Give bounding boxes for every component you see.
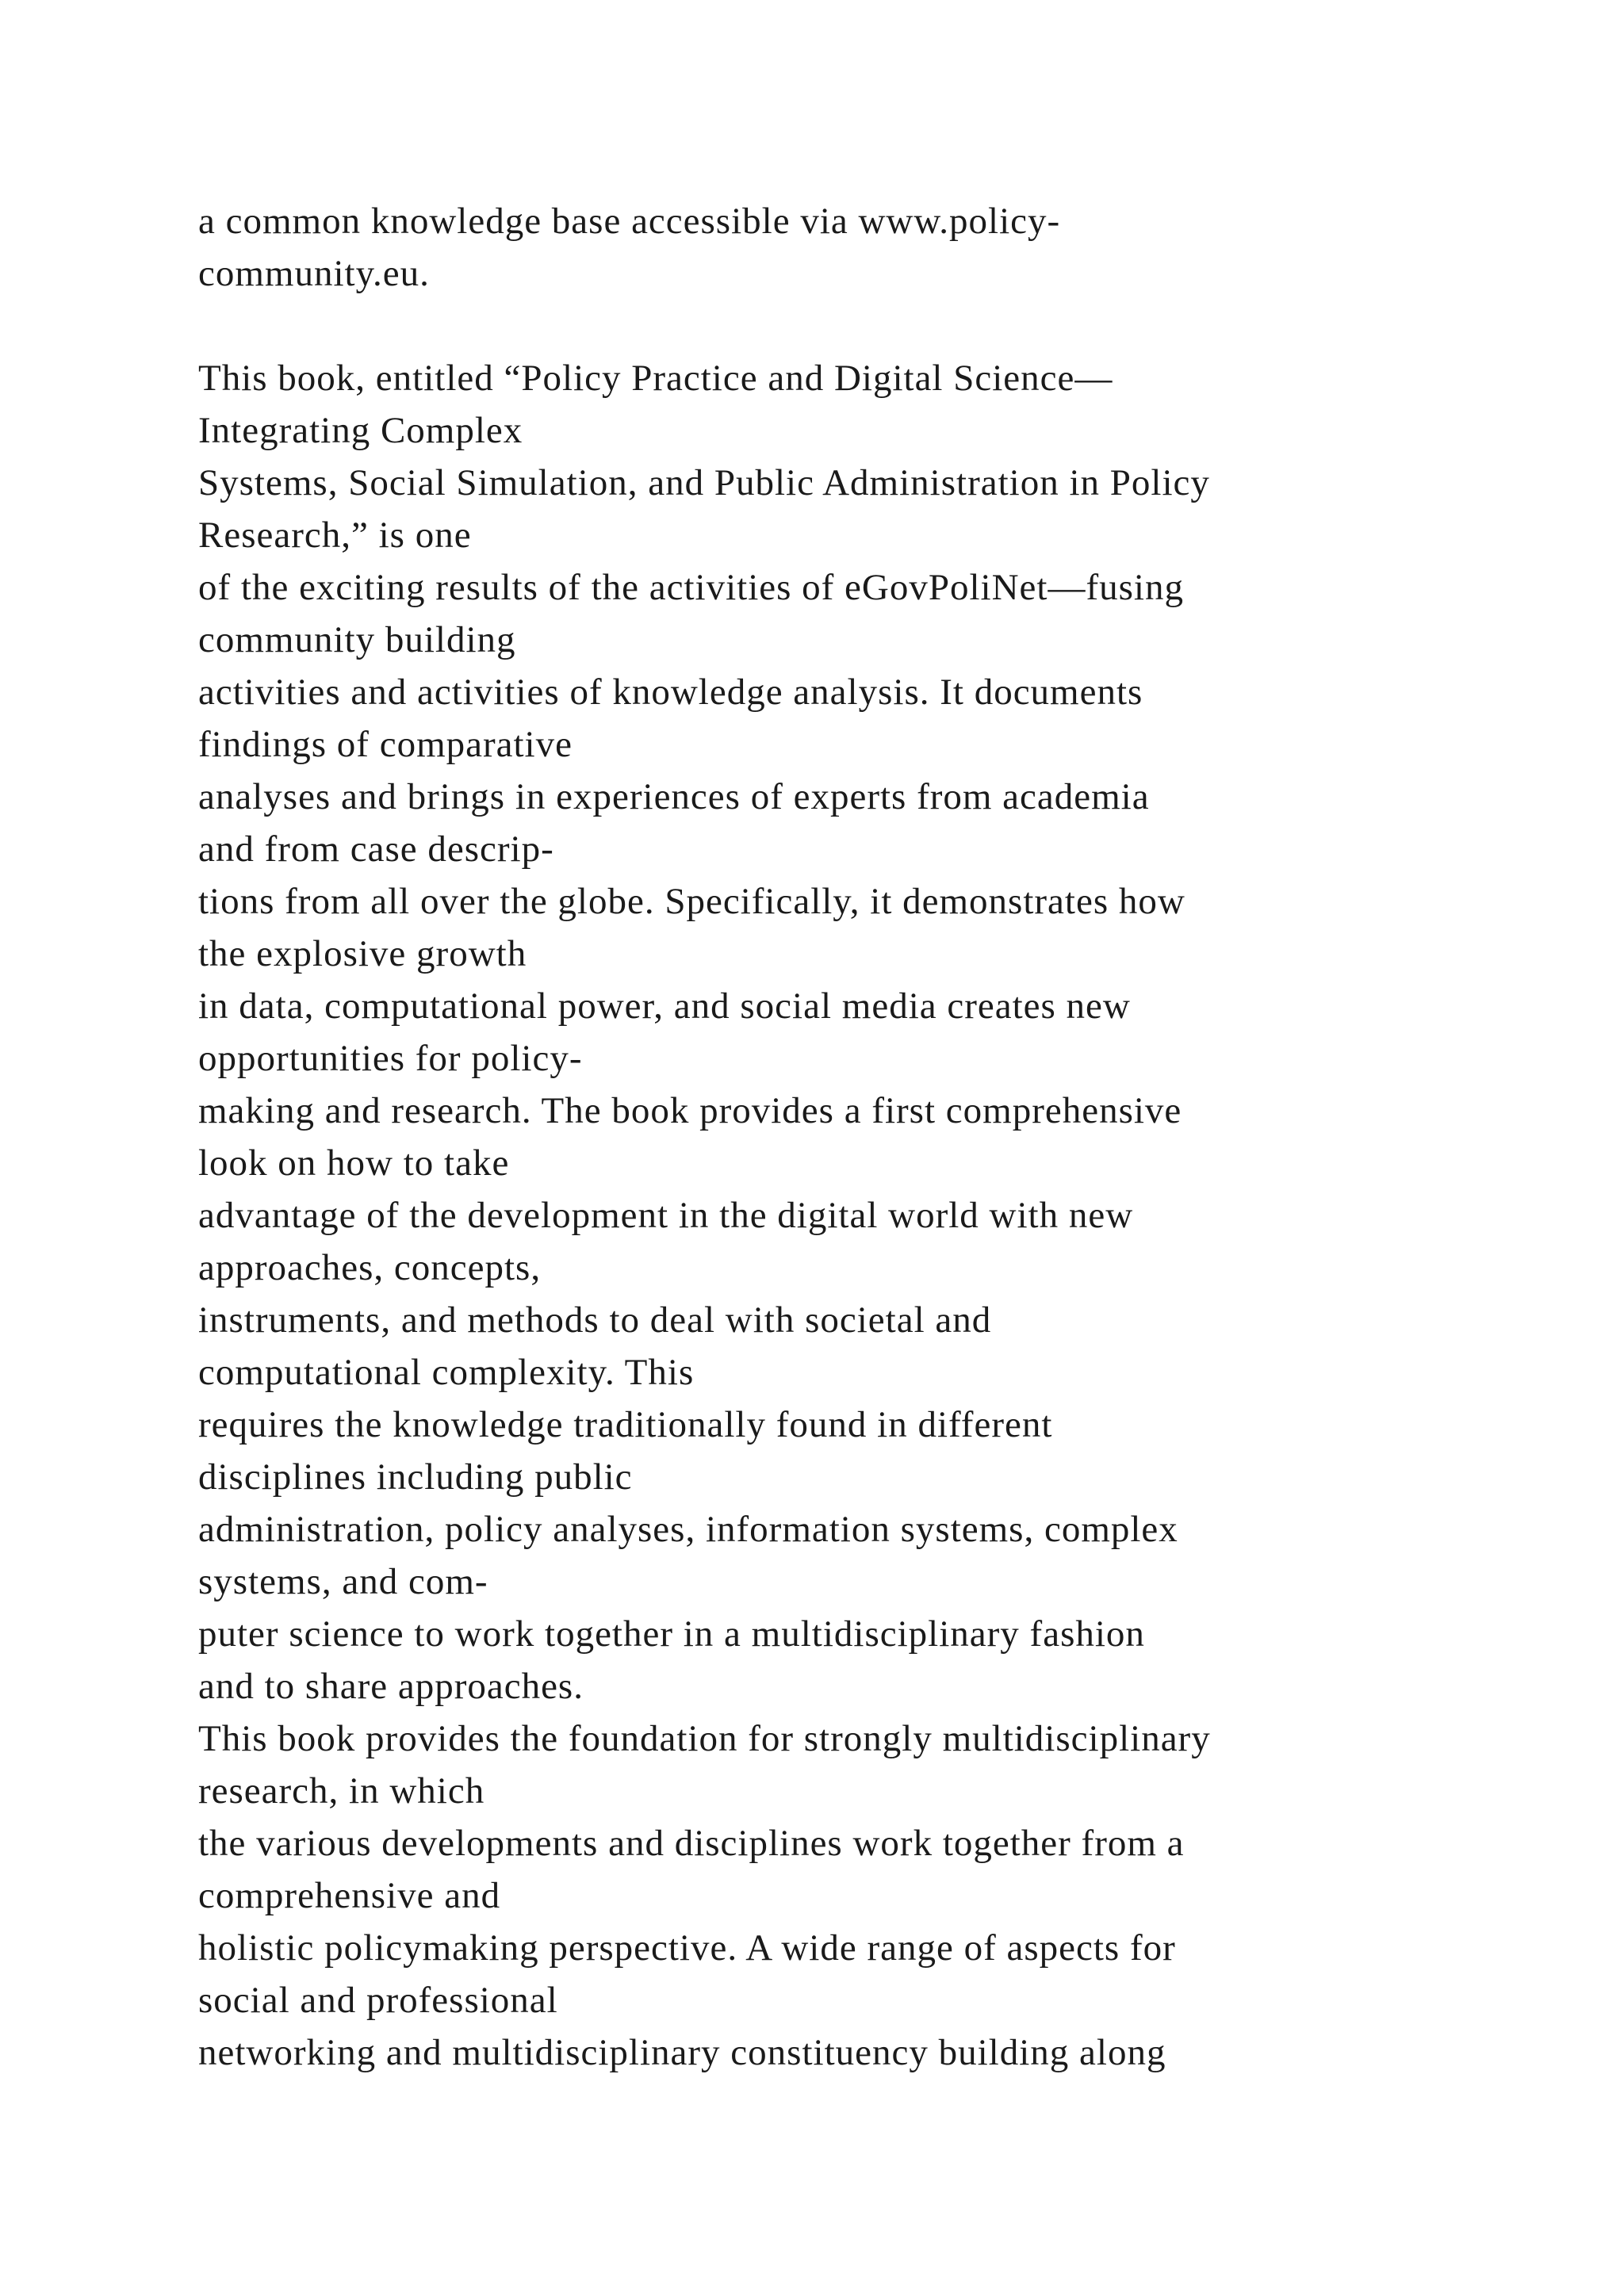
text-line: look on how to take: [198, 1142, 510, 1184]
text-line: and to share approaches.: [198, 1666, 584, 1707]
text-line: tions from all over the globe. Specifically, it demonstrates how: [198, 881, 1185, 922]
text-line: Integrating Complex: [198, 410, 523, 451]
text-line: community.eu.: [198, 253, 430, 294]
text-line: community building: [198, 619, 516, 660]
text-line: activities and activities of knowledge analysis. It documents: [198, 672, 1143, 713]
text-line: Research,” is one: [198, 515, 472, 556]
text-line: findings of comparative: [198, 724, 573, 765]
text-line: instruments, and methods to deal with societal and: [198, 1299, 992, 1341]
text-line: requires the knowledge traditionally found in different: [198, 1404, 1053, 1445]
text-line: a common knowledge base accessible via www.policy-: [198, 201, 1061, 242]
text-line: puter science to work together in a multidisciplinary fashion: [198, 1613, 1145, 1655]
text-line: computational complexity. This: [198, 1352, 695, 1393]
text-line: in data, computational power, and social media creates new: [198, 985, 1131, 1027]
text-line: Systems, Social Simulation, and Public Administration in Policy: [198, 462, 1210, 503]
text-line: approaches, concepts,: [198, 1247, 542, 1288]
text-line: opportunities for policy-: [198, 1038, 583, 1079]
text-line: the various developments and disciplines work together from a: [198, 1823, 1185, 1864]
text-line: the explosive growth: [198, 933, 527, 974]
text-line: systems, and com-: [198, 1561, 488, 1602]
paragraph-gap: [198, 300, 1578, 352]
text-line: holistic policymaking perspective. A wide range of aspects for: [198, 1927, 1176, 1969]
text-line: and from case descrip-: [198, 828, 554, 870]
text-line: disciplines including public: [198, 1456, 633, 1498]
body-text: [198, 195, 1578, 2079]
text-line: social and professional: [198, 1980, 558, 2021]
text-line: This book, entitled “Policy Practice and Digital Science—: [198, 358, 1113, 399]
text-line: analyses and brings in experiences of experts from academia: [198, 776, 1150, 817]
text-line: This book provides the foundation for strongly multidisciplinary: [198, 1718, 1211, 1759]
text-line: administration, policy analyses, information systems, complex: [198, 1509, 1178, 1550]
text-line: making and research. The book provides a first comprehensive: [198, 1090, 1182, 1131]
text-line: of the exciting results of the activities of eGovPoliNet—fusing: [198, 567, 1184, 608]
text-line: networking and multidisciplinary constituency building along: [198, 2032, 1166, 2073]
text-line: comprehensive and: [198, 1875, 501, 1916]
text-line: research, in which: [198, 1770, 485, 1812]
text-line: advantage of the development in the digital world with new: [198, 1195, 1134, 1236]
